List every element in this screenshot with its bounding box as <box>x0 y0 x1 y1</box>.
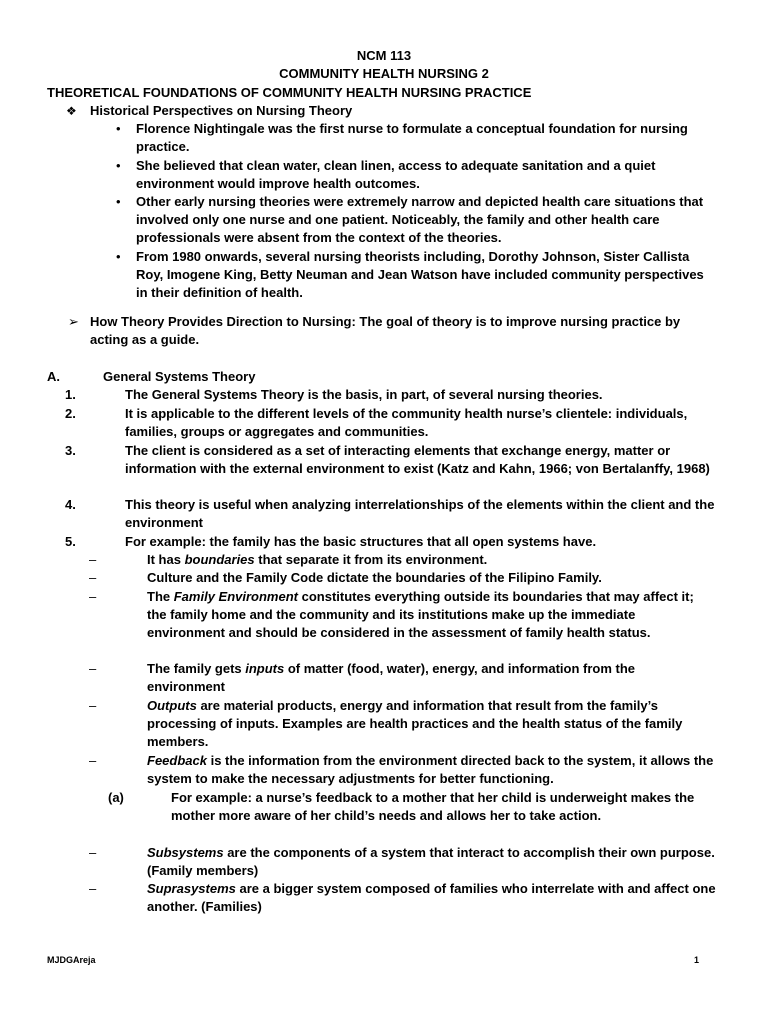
emphasized-term: Subsystems <box>147 845 224 860</box>
dash-bullet-icon: – <box>89 661 97 676</box>
dash-item: Culture and the Family Code dictate the boundaries of the Filipino Family. <box>147 570 602 585</box>
historical-bullet: Other early nursing theories were extremely narrow and depicted health care situations that involved only one nurse and one patient. Noticeably, the family and other health care professionals were absent from the context of the theories. <box>136 194 704 246</box>
footer-author: MJDGAreja <box>47 955 96 965</box>
emphasized-term: inputs <box>245 661 285 676</box>
bullet-icon: • <box>116 121 121 136</box>
page-number: 1 <box>694 955 700 965</box>
historical-heading: Historical Perspectives on Nursing Theory <box>90 103 353 118</box>
dash-item: Suprasystems are a bigger system composed of families who interrelate with and affect one another. (Families) <box>147 881 716 915</box>
dash-bullet-icon: – <box>89 845 97 860</box>
historical-bullet: She believed that clean water, clean linen, access to adequate sanitation and a quiet environment would improve health outcomes. <box>136 158 656 192</box>
document-title: THEORETICAL FOUNDATIONS OF COMMUNITY HEALTH NURSING PRACTICE <box>47 85 532 100</box>
dash-bullet-icon: – <box>89 570 97 585</box>
sub-example-text: For example: a nurse’s feedback to a mother that her child is underweight makes the mother more aware of her child’s needs and allows her to take action. <box>171 790 695 824</box>
historical-bullet: Florence Nightingale was the first nurse to formulate a conceptual foundation for nursing practice. <box>136 121 688 155</box>
sub-example-label: (a) <box>108 790 124 805</box>
dash-bullet-icon: – <box>89 698 97 713</box>
item-text: The client is considered as a set of interacting elements that exchange energy, matter or information with the external environment to exist (Katz and Kahn, 1966; von Bertalanffy, 1968) <box>125 443 710 477</box>
dash-item: It has boundaries that separate it from its environment. <box>147 552 488 567</box>
course-code: NCM 113 <box>356 48 412 63</box>
course-title: COMMUNITY HEALTH NURSING 2 <box>279 66 489 81</box>
item-text: For example: the family has the basic structures that all open systems have. <box>125 534 597 549</box>
item-text: This theory is useful when analyzing interrelationships of the elements within the client and the environment <box>125 497 715 531</box>
item-number: 3. <box>65 443 76 458</box>
emphasized-term: Outputs <box>147 698 197 713</box>
dash-bullet-icon: – <box>89 753 97 768</box>
dash-item: Feedback is the information from the environment directed back to the system, it allows the system to make the necessary adjustments for better functioning. <box>147 753 714 787</box>
section-letter: A. <box>47 369 60 384</box>
section-title: General Systems Theory <box>103 369 256 384</box>
bullet-icon: • <box>116 194 121 209</box>
dash-item: Subsystems are the components of a system that interact to accomplish their own purpose. (Family members) <box>147 845 715 879</box>
dash-item: The Family Environment constitutes everything outside its boundaries that may affect it; the family home and the community and its institutions make up the immediate environment and should be considered in the assessment of family health status. <box>147 589 694 641</box>
dash-item: The family gets inputs of matter (food, water), energy, and information from the environment <box>147 661 636 695</box>
emphasized-term: Suprasystems <box>147 881 236 896</box>
item-text: The General Systems Theory is the basis, in part, of several nursing theories. <box>125 387 603 402</box>
emphasized-term: Feedback <box>147 753 207 768</box>
bullet-icon: • <box>116 158 121 173</box>
historical-bullet: From 1980 onwards, several nursing theorists including, Dorothy Johnson, Sister Callista Roy, Imogene King, Betty Neuman and Jean Watson have included community perspectives in their definition of health. <box>136 249 704 301</box>
diamond-bullet-icon: ❖ <box>66 104 77 118</box>
dash-bullet-icon: – <box>89 552 97 567</box>
direction-text: How Theory Provides Direction to Nursing: The goal of theory is to improve nursing practice by acting as a guide. <box>90 314 681 348</box>
dash-item: Outputs are material products, energy and information that result from the family’s processing of inputs. Examples are health practices and the health status of the family members. <box>147 698 683 750</box>
item-number: 2. <box>65 406 76 421</box>
dash-bullet-icon: – <box>89 881 97 896</box>
item-text: It is applicable to the different levels of the community health nurse’s clientele: individuals, families, groups or aggregates and communities. <box>125 406 688 440</box>
item-number: 1. <box>65 387 76 402</box>
bullet-icon: • <box>116 249 121 264</box>
emphasized-term: Family Environment <box>173 589 298 604</box>
item-number: 4. <box>65 497 76 512</box>
arrow-bullet-icon: ➢ <box>68 314 79 329</box>
dash-bullet-icon: – <box>89 589 97 604</box>
emphasized-term: boundaries <box>184 552 255 567</box>
item-number: 5. <box>65 534 76 549</box>
